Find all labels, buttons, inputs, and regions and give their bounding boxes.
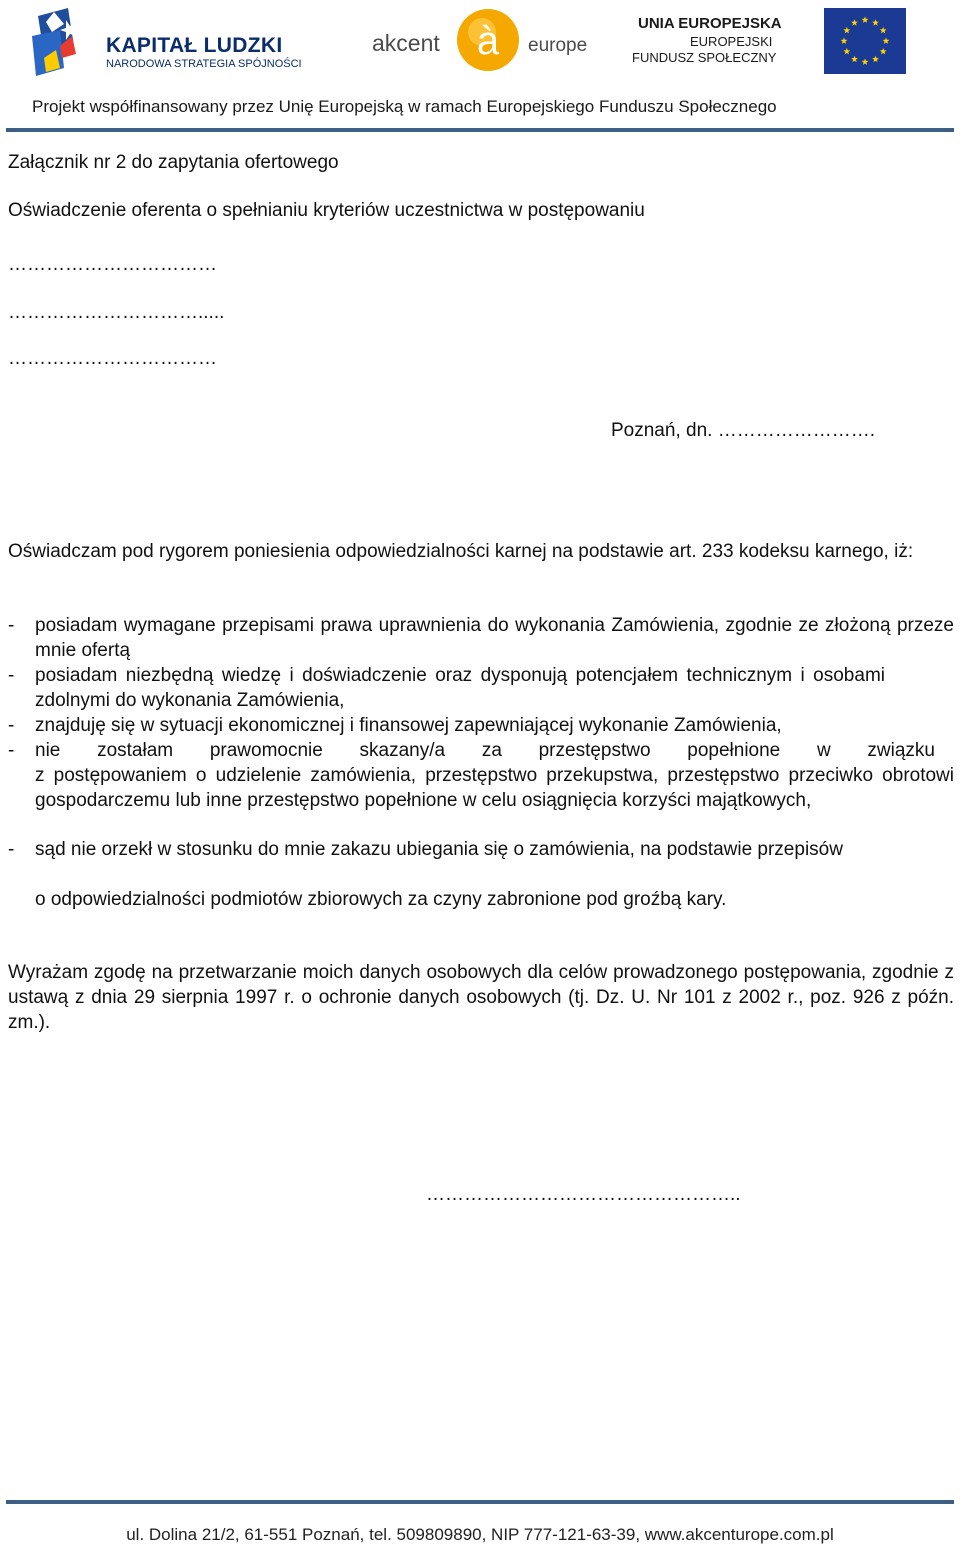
list-bullet: - (8, 665, 15, 686)
list-bullet: - (8, 839, 15, 860)
list-bullet: - (8, 715, 15, 736)
list-item-text: posiadam niezbędną wiedzę i doświadczenie oraz dysponują potencjałem technicznym i osobami zdolnymi do wykonania Zamówienia, (35, 665, 885, 711)
list-item-text: sąd nie orzekł w stosunku do mnie zakazu ubiegania się o zamówienia, na podstawie przepisów (35, 839, 843, 860)
header-divider (6, 128, 954, 132)
list-item-text: posiadam wymagane przepisami prawa uprawnienia do wykonania Zamówienia, zgodnie ze złożoną przeze mnie ofertą (35, 615, 954, 661)
bidder-name-blank: …………………………… (8, 254, 217, 275)
list-item (8, 713, 954, 738)
letterhead (0, 0, 960, 134)
list-bullet: - (8, 740, 15, 761)
place-date: Poznań, dn. ……………………. (611, 420, 875, 441)
list-item (8, 663, 954, 713)
statement-title: Oświadczenie oferenta o spełnianiu kryteriów uczestnictwa w postępowaniu (8, 200, 645, 221)
eu-line-3: FUNDUSZ SPOŁECZNY (632, 50, 777, 65)
list-item (8, 837, 954, 862)
project-cofinancing-line: Projekt współfinansowany przez Unię Europejską w ramach Europejskiego Funduszu Społecznego (32, 97, 777, 116)
annex-title: Załącznik nr 2 do zapytania ofertowego (8, 152, 339, 173)
eu-line-2: EUROPEJSKI (690, 34, 773, 49)
list-item-text: o odpowiedzialności podmiotów zbiorowych za czyny zabronione pod groźbą kary. (35, 889, 727, 910)
bidder-extra-blank: …………………………… (8, 348, 217, 369)
akcent-circle-mark (456, 8, 520, 72)
footer-divider (6, 1500, 954, 1504)
kapital-ludzki-subtitle: NARODOWA STRATEGIA SPÓJNOŚCI (106, 58, 302, 70)
list-item-text: nie zostałam prawomocnie skazany/a za przestępstwo popełnione w związku (35, 740, 935, 761)
list-item (8, 738, 954, 763)
signature-blank: ………………………………………….. (426, 1184, 741, 1205)
list-item-text: znajduję się w sytuacji ekonomicznej i finansowej zapewniającej wykonanie Zamówienia, (35, 715, 782, 736)
eu-line-1: UNIA EUROPEJSKA (638, 15, 782, 32)
list-item (8, 613, 954, 663)
kapital-ludzki-emblem (30, 6, 92, 84)
europe-word: europe (528, 35, 588, 56)
data-processing-consent: Wyrażam zgodę na przetwarzanie moich danych osobowych dla celów prowadzonego postępowania, zgodnie z ustawą z dnia 29 sierpnia 1997 r. o ochronie danych osobowych (tj. Dz. U. Nr 101 z 2002 r., poz. 926 z późn. zm.). (8, 962, 954, 1033)
kapital-ludzki-title: KAPITAŁ LUDZKI (106, 34, 283, 57)
kapital-ludzki-logo (30, 6, 320, 84)
declaration-intro: Oświadczam pod rygorem poniesienia odpowiedzialności karnej na podstawie art. 233 kodeksu karnego, iż: (8, 541, 914, 562)
akcent-letter: à (476, 19, 500, 63)
akcent-word: akcent (372, 30, 440, 56)
list-item-continuation (8, 887, 954, 912)
eu-flag-icon (824, 8, 906, 74)
list-item-continuation (8, 763, 954, 813)
list-bullet: - (8, 615, 15, 636)
bidder-address-blank: …………………………..... (8, 302, 225, 323)
list-item-text: z postępowaniem o udzielenie zamówienia, przestępstwo przekupstwa, przestępstwo przeciwko obrotowi gospodarczemu lub inne przestępstwo popełnione w celu osiągnięcia korzyści majątkowych, (35, 765, 954, 811)
akcent-europe-logo (370, 8, 605, 72)
eu-efs-logo (630, 8, 910, 76)
footer-contact: ul. Dolina 21/2, 61-551 Poznań, tel. 509809890, NIP 777-121-63-39, www.akcenturope.com.pl (126, 1525, 834, 1544)
